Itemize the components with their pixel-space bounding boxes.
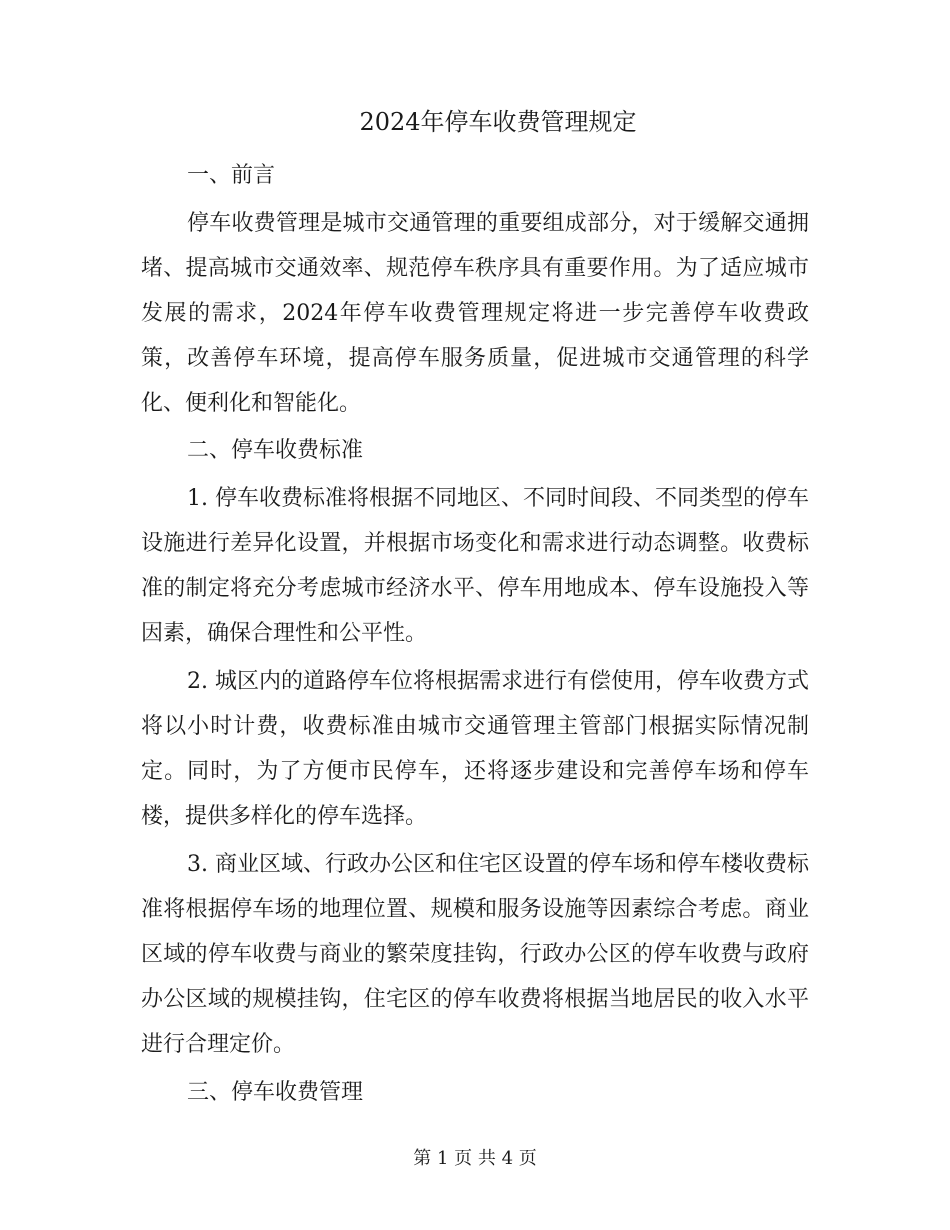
section-heading-preface: 一、前言 <box>187 163 276 188</box>
paragraph-standard-3: 3. 商业区域、行政办公区和住宅区设置的停车场和停车楼收费标准将根据停车场的地理位置、规模和服务设施等因素综合考虑。商业区域的停车收费与商业的繁荣度挂钩，行政办公区的停车收费与政府办公区域的规模挂钩，住宅区的停车收费将根据当地居民的收入水平进行合理定价。 <box>141 852 809 1057</box>
paragraph-preface: 停车收费管理是城市交通管理的重要组成部分，对于缓解交通拥堵、提高城市交通效率、规范停车秩序具有重要作用。为了适应城市发展的需求，2024年停车收费管理规定将进一步完善停车收费政策，改善停车环境，提高停车服务质量，促进城市交通管理的科学化、便利化和智能化。 <box>141 211 809 416</box>
page-footer: 第 1 页 共 4 页 <box>413 1148 537 1169</box>
section-heading-fee-standards: 二、停车收费标准 <box>187 438 364 463</box>
section-heading-fee-management: 三、停车收费管理 <box>187 1080 364 1105</box>
paragraph-standard-1: 1. 停车收费标准将根据不同地区、不同时间段、不同类型的停车设施进行差异化设置，并根据市场变化和需求进行动态调整。收费标准的制定将充分考虑城市经济水平、停车用地成本、停车设施投入等因素，确保合理性和公平性。 <box>141 486 809 646</box>
document-body <box>141 153 809 1115</box>
document-title: 2024年停车收费管理规定 <box>359 108 637 136</box>
paragraph-standard-2: 2. 城区内的道路停车位将根据需求进行有偿使用，停车收费方式将以小时计费，收费标准由城市交通管理主管部门根据实际情况制定。同时，为了方便市民停车，还将逐步建设和完善停车场和停车楼，提供多样化的停车选择。 <box>141 669 809 829</box>
